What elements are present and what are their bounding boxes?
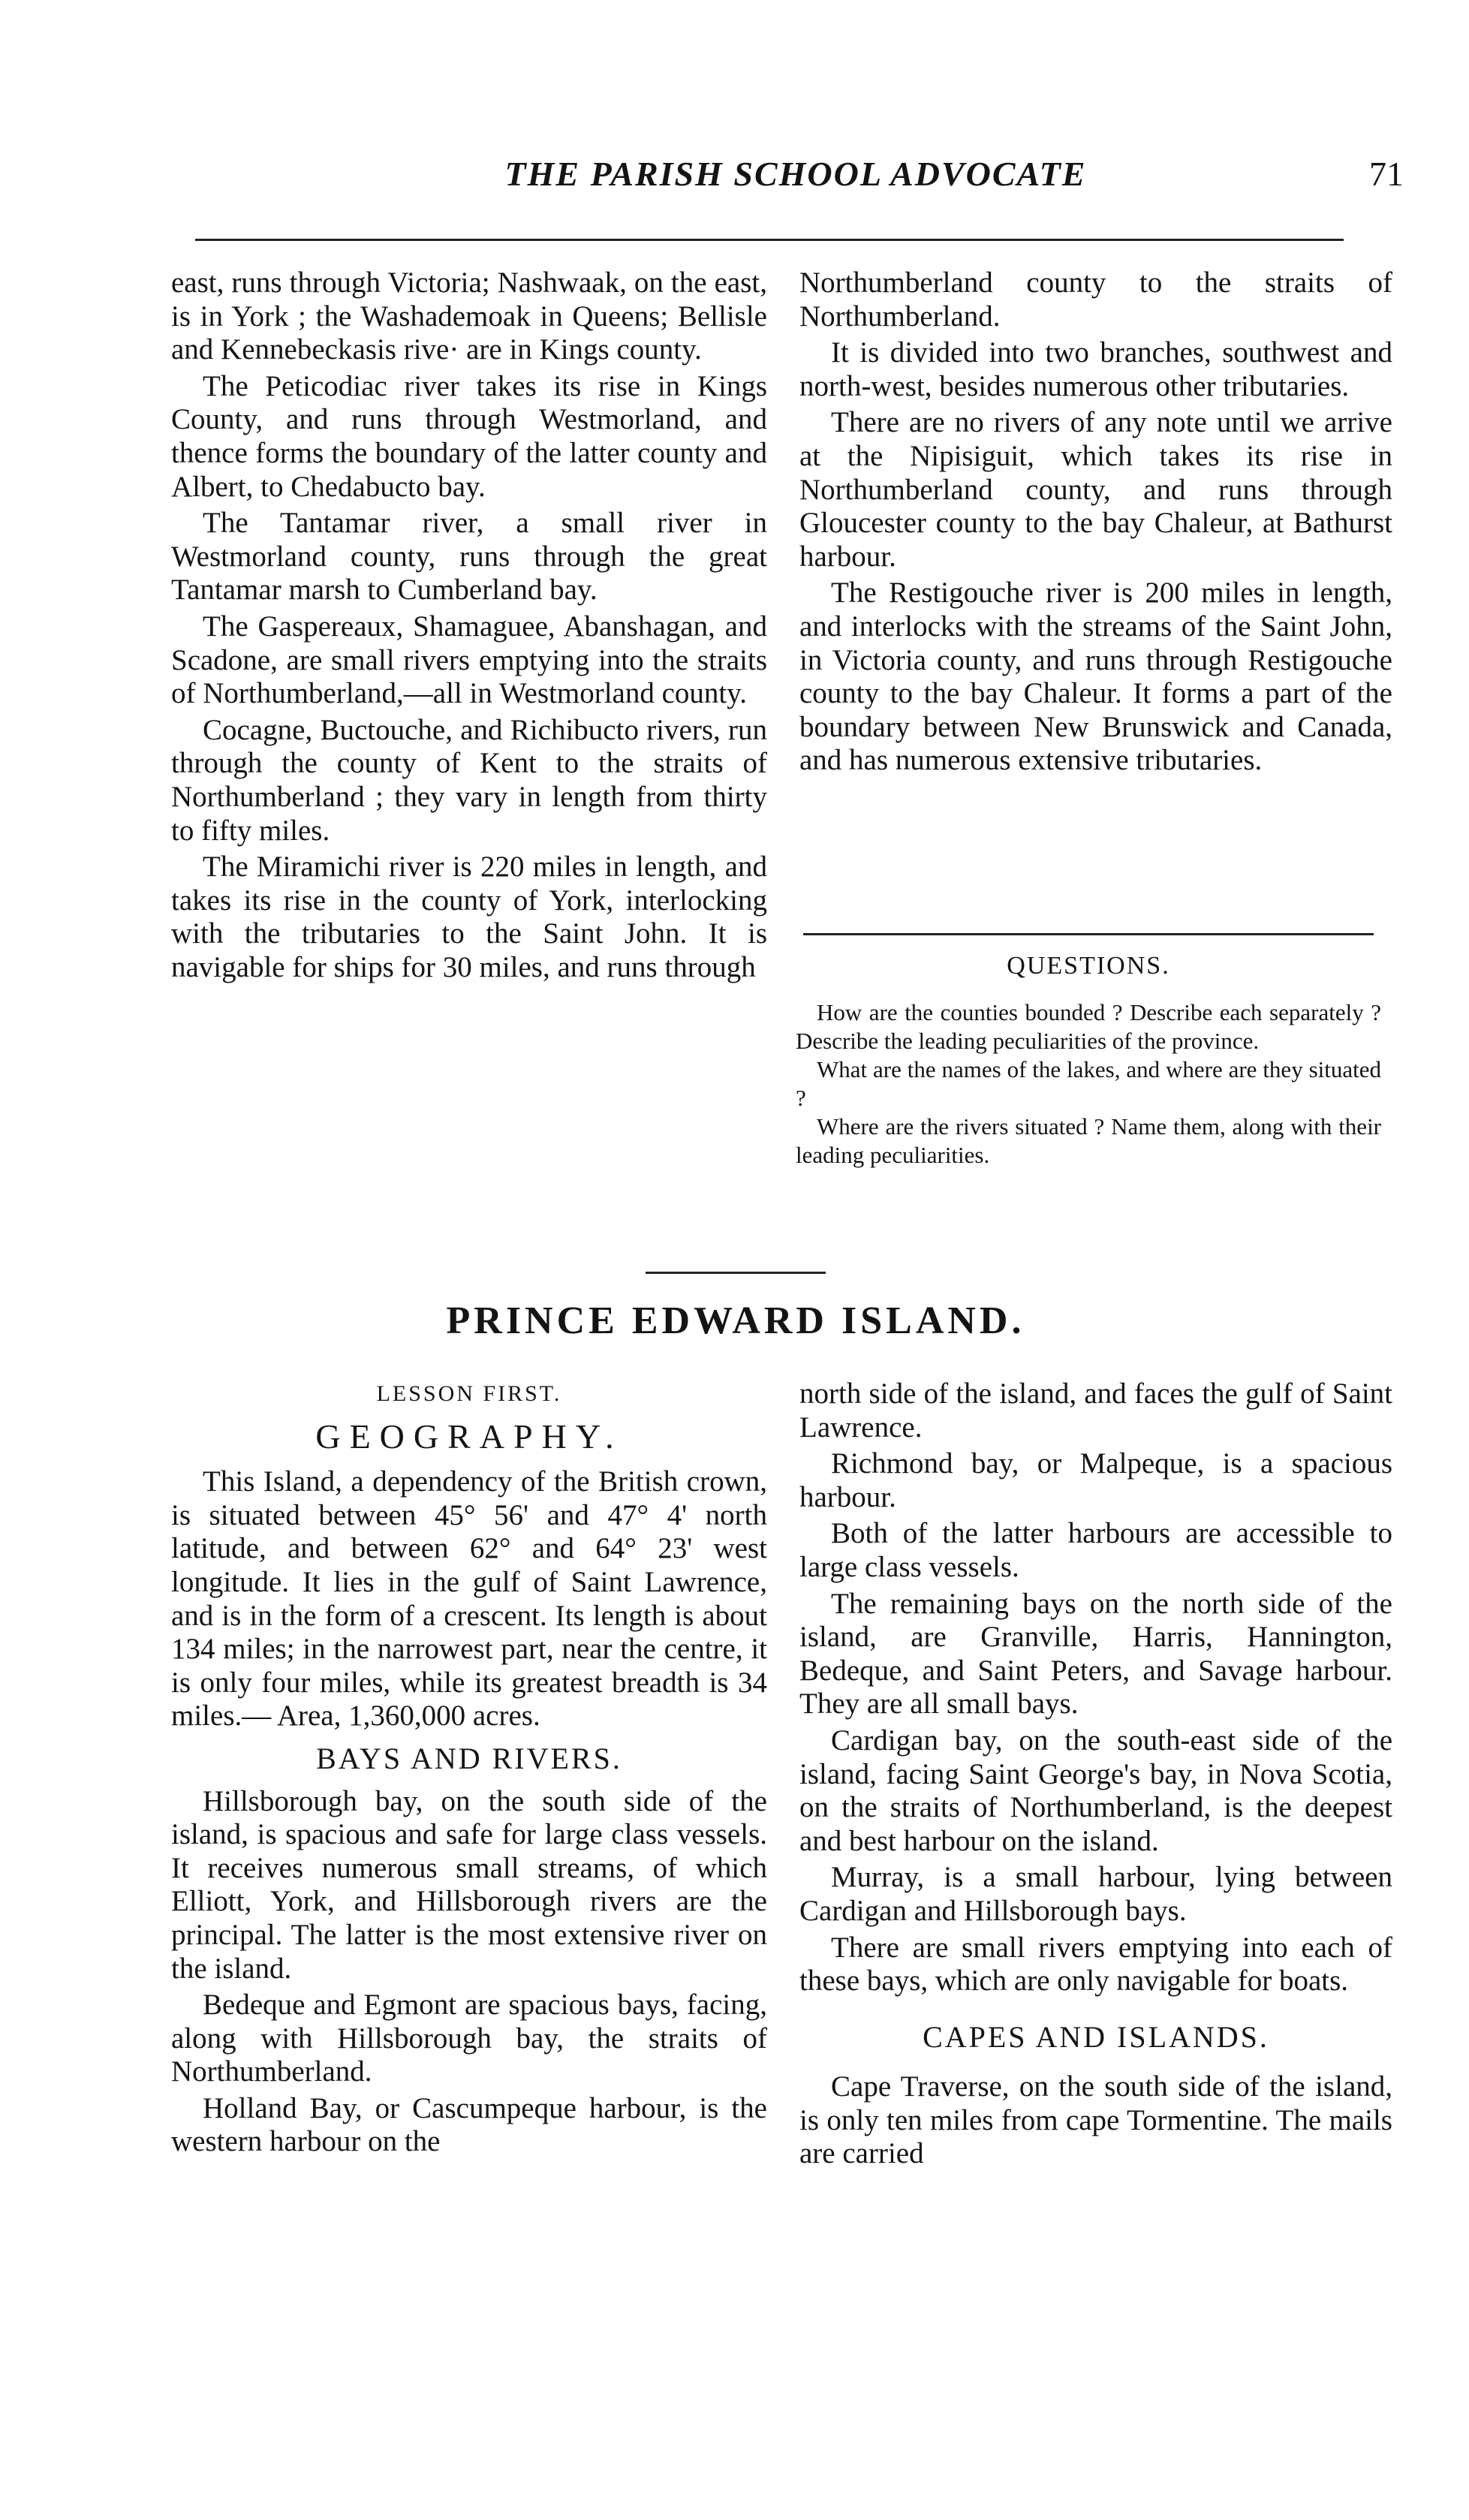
paragraph: The Peticodiac river takes its rise in Kings County, and runs through Westmorland, and thence forms the boundary of the latter county and Albert, to Chedabucto bay. — [171, 369, 767, 503]
paragraph: Bedeque and Egmont are spacious bays, facing, along with Hillsborough bay, the straits of Northumberland. — [171, 1989, 767, 2088]
paragraph: Cocagne, Buctouche, and Richibucto rivers, run through the county of Kent to the straits of Northumberland ; they vary in length from thirty to fifty miles. — [171, 713, 767, 847]
lesson-label: LESSON FIRST. — [376, 1381, 562, 1406]
header-rule — [195, 239, 1344, 241]
capes-islands-heading: CAPES AND ISLANDS. — [923, 2019, 1269, 2054]
paragraph: Northumberland county to the straits of Northumberland. — [799, 266, 1392, 333]
paragraph: The Restigouche river is 200 miles in length, and interlocks with the streams of the Saint John, in Victoria county, and runs through Restigouche county to the bay Chaleur. It forms a part of the boundary between New Brunswick and Canada, and has numerous extensive tributaries. — [799, 577, 1392, 777]
running-title: THE PARISH SCHOOL ADVOCATE — [504, 155, 1087, 193]
upper-left-column — [171, 266, 767, 984]
paragraph: Murray, is a small harbour, lying between Cardigan and Hillsborough bays. — [799, 1861, 1392, 1927]
paragraph: The Tantamar river, a small river in Westmorland county, runs through the great Tantamar marsh to Cumberland bay. — [171, 507, 767, 607]
section-rule — [646, 1272, 826, 1274]
question-item: What are the names of the lakes, and where are they situated ? — [796, 1056, 1381, 1111]
question-item: Where are the rivers situated ? Name them, along with their leading peculiarities. — [796, 1113, 1381, 1168]
paragraph: There are no rivers of any note until we arrive at the Nipisiguit, which takes its rise in Northumberland county, and runs through Gloucester county to the bay Chaleur, at Bathurst harbour. — [799, 406, 1392, 573]
paragraph: Cardigan bay, on the south-east side of the island, facing Saint George's bay, in Nova Scotia, on the straits of Northumberland, is the deepest and best harbour on the island. — [799, 1724, 1392, 1857]
page-number: 71 — [1369, 155, 1404, 193]
paragraph: Holland Bay, or Cascumpeque harbour, is the western harbour on the — [171, 2091, 767, 2158]
paragraph: This Island, a dependency of the British crown, is situated between 45° 56' and 47° 4' north latitude, and between 62° and 64° 23' west longitude. It lies in the gulf of Saint Lawrence, and is in the form of a crescent. Its length is about 134 miles; in the narrowest part, near the centre, it is only four miles, while its greatest breadth is 34 miles.— Area, 1,360,000 acres. — [171, 1465, 767, 1733]
paragraph: The Gaspereaux, Shamaguee, Abanshagan, and Scadone, are small rivers emptying into the straits of Northumberland,—all in Westmorland county. — [171, 610, 767, 710]
question-item: How are the counties bounded ? Describe each separately ? Describe the leading peculiarities of the province. — [796, 999, 1381, 1054]
paragraph: Hillsborough bay, on the south side of the island, is spacious and safe for large class vessels. It receives numerous small streams, of which Elliott, York, and Hillsborough rivers are the principal. The latter is the most extensive river on the island. — [171, 1784, 767, 1985]
paragraph: There are small rivers emptying into each of these bays, which are only navigable for boats. — [799, 1931, 1392, 1998]
section-title: PRINCE EDWARD ISLAND. — [446, 1299, 1025, 1342]
paragraph: Richmond bay, or Malpeque, is a spacious harbour. — [799, 1447, 1392, 1513]
questions-list — [796, 998, 1381, 1170]
paragraph: The remaining bays on the north side of the island, are Granville, Harris, Hannington, Bedeque, and Saint Peters, and Savage harbour. They are all small bays. — [799, 1587, 1392, 1721]
paragraph: north side of the island, and faces the gulf of Saint Lawrence. — [799, 1377, 1392, 1444]
paragraph: The Miramichi river is 220 miles in length, and takes its rise in the county of York, interlocking with the tributaries to the Saint John. It is navigable for ships for 30 miles, and runs through — [171, 851, 767, 983]
upper-right-column — [799, 266, 1392, 778]
questions-rule — [803, 933, 1374, 935]
paragraph: Both of the latter harbours are accessible to large class vessels. — [799, 1517, 1392, 1583]
lower-right-column — [799, 1377, 1392, 2171]
paragraph: east, runs through Victoria; Nashwaak, on the east, is in York ; the Washademoak in Queens; Bellisle and Kennebeckasis rive· are in Kings county. — [171, 266, 767, 366]
page-header — [173, 154, 1404, 214]
questions-heading: QUESTIONS. — [1007, 952, 1170, 980]
bays-rivers-heading: BAYS AND RIVERS. — [316, 1741, 622, 1775]
paragraph: It is divided into two branches, southwest and north-west, besides numerous other tributaries. — [799, 336, 1392, 402]
geography-heading: GEOGRAPHY. — [315, 1417, 623, 1456]
paragraph: Cape Traverse, on the south side of the island, is only ten miles from cape Tormentine. The mails are carried — [799, 2070, 1392, 2170]
lower-left-column — [171, 1377, 767, 2159]
